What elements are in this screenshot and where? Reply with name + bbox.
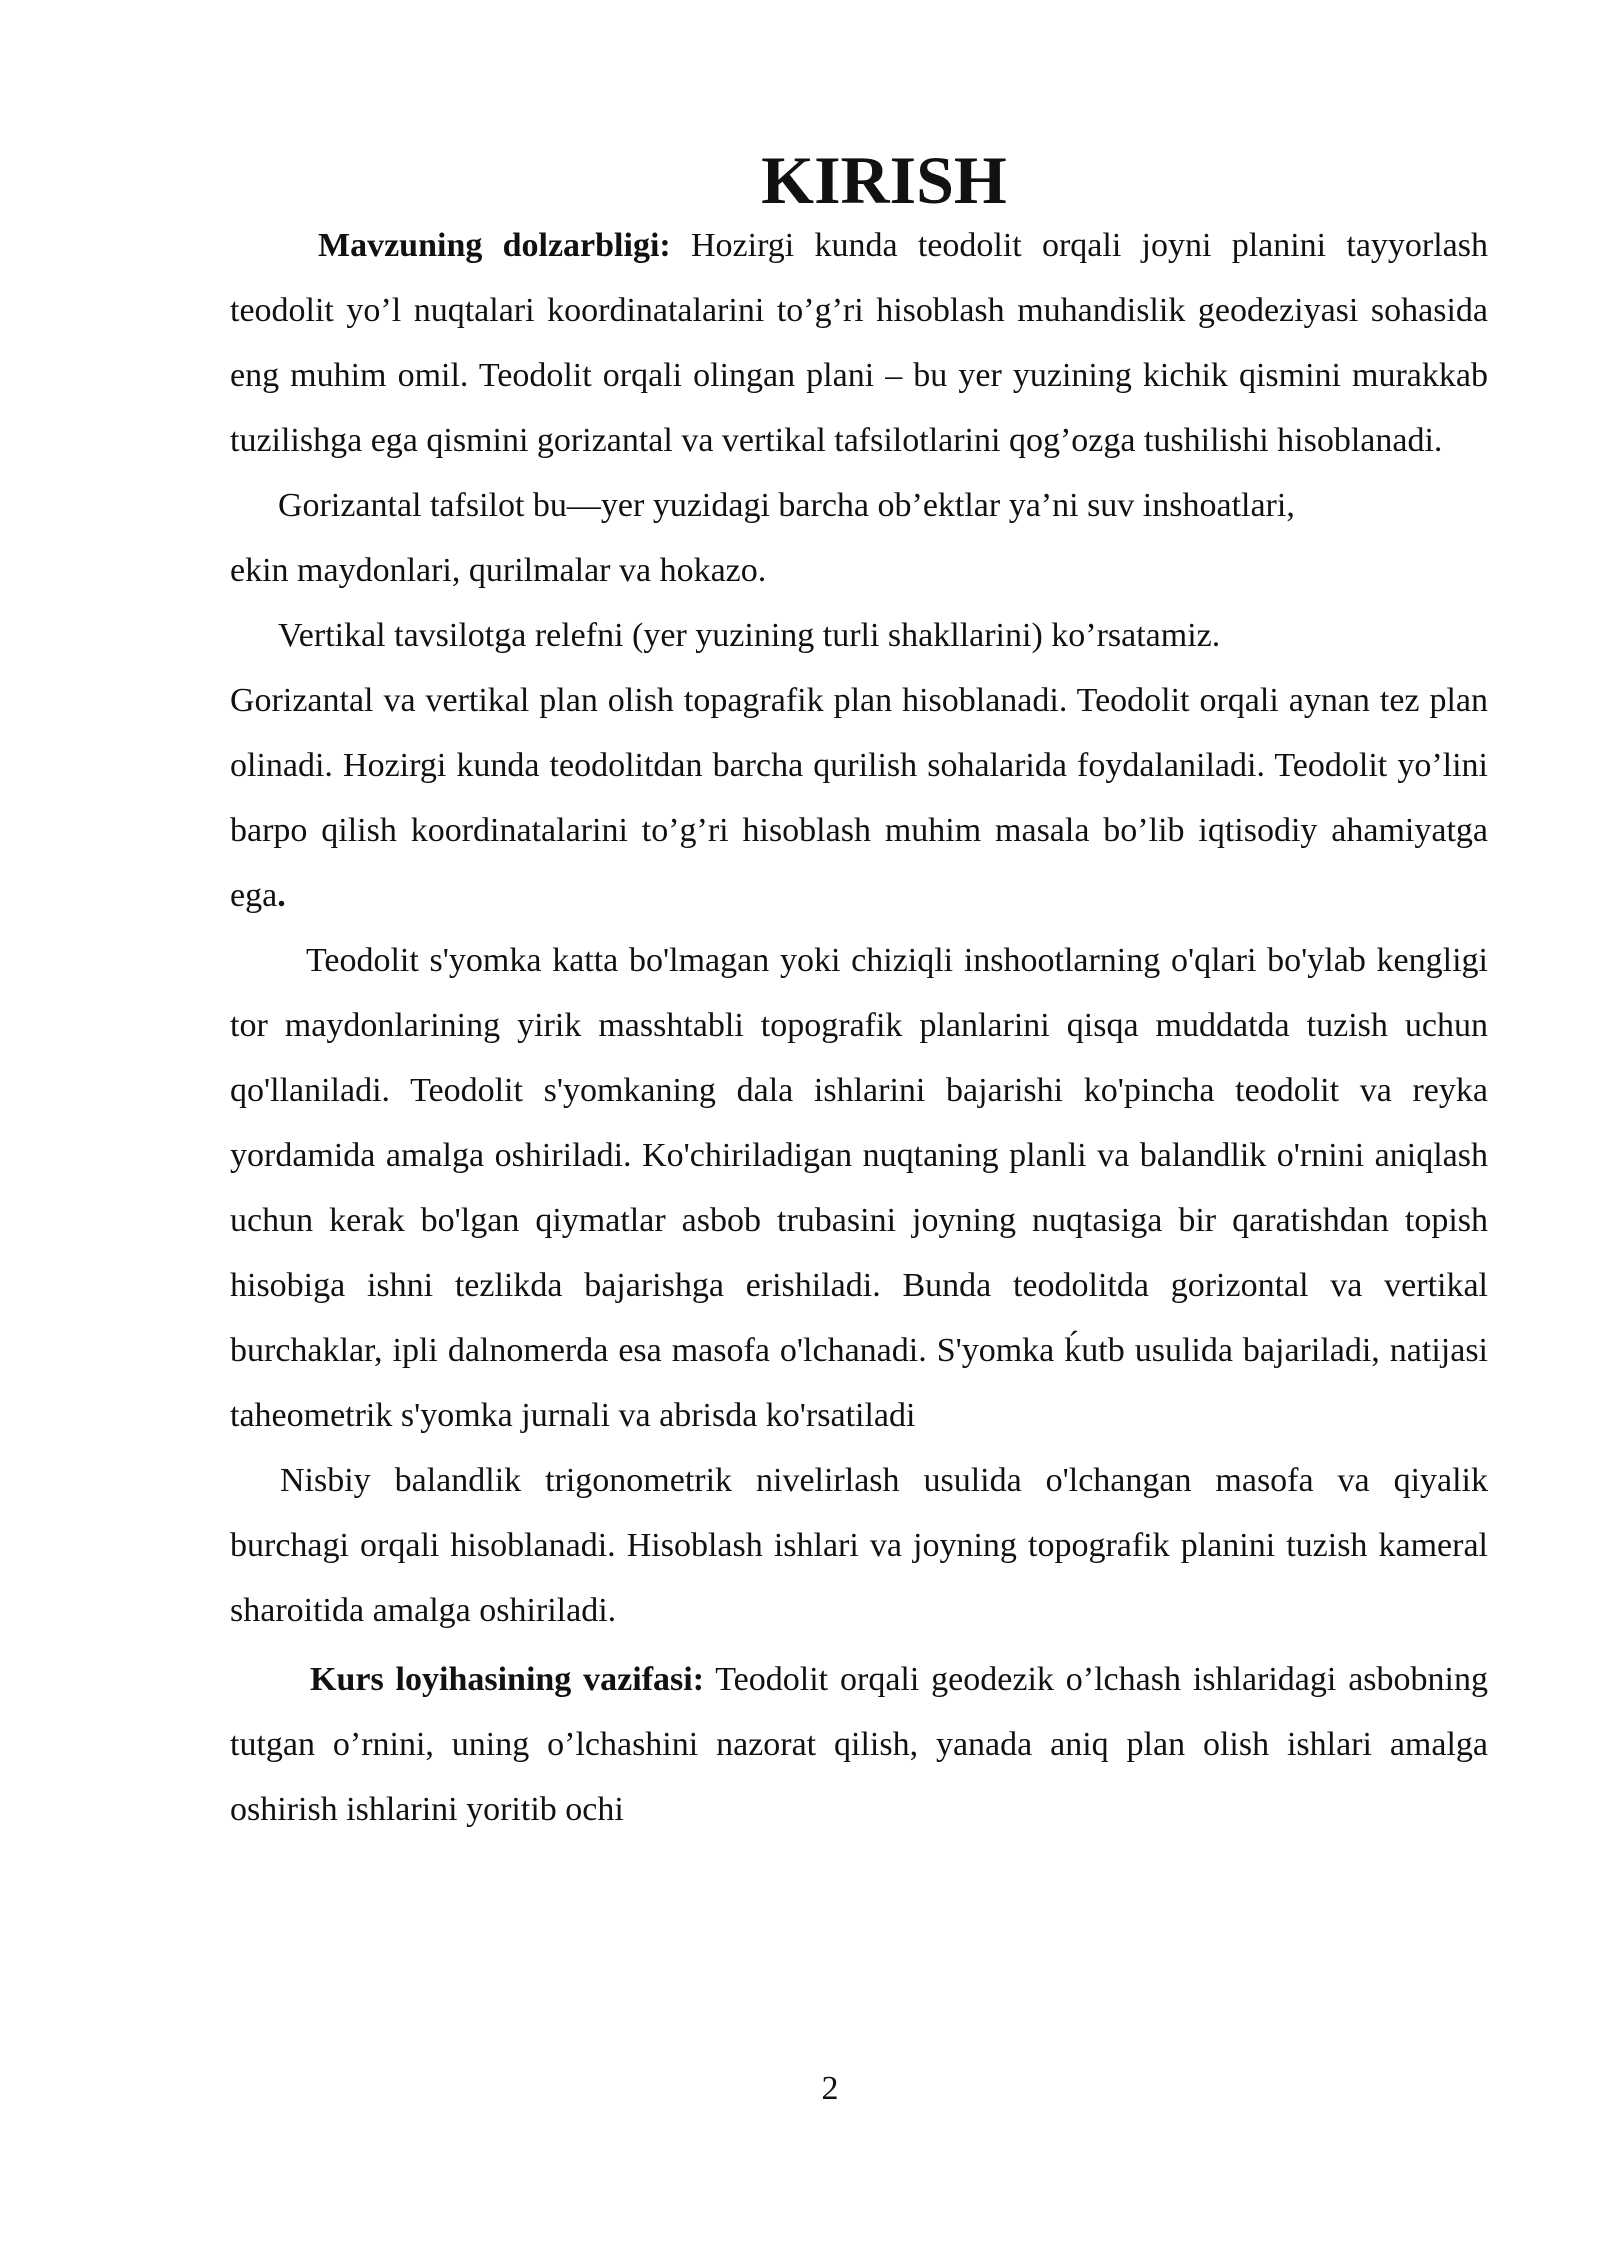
document-body	[230, 142, 1489, 1842]
paragraph-vertical-detail: Vertikal tavsilotga relefni (yer yuzining turli shakllarini) ko’rsatamiz.	[278, 617, 1221, 654]
paragraph-relative-height: Nisbiy balandlik trigonometrik nivelirlash usulida o'lchangan masofa va qiyalik burchagi orqali hisoblanadi. Hisoblash ishlari va joyning topografik planini tuzish kameral sharoitida amalga oshiriladi.	[230, 1462, 1488, 1629]
paragraph-horizontal-detail-cont: ekin maydonlari, qurilmalar va hokazo.	[230, 552, 767, 589]
page-number: 2	[821, 2070, 839, 2107]
topographic-plan-end: .	[277, 877, 286, 914]
paragraph-topographic-plan	[230, 668, 1488, 928]
page-title: KIRISH	[761, 142, 1007, 218]
relevance-label: Mavzuning dolzarbligi:	[318, 227, 671, 264]
course-task-label: Kurs loyihasining vazifasi:	[310, 1661, 705, 1698]
paragraph-relevance	[230, 213, 1488, 473]
topographic-plan-text: Gorizantal va vertikal plan olish topagrafik plan hisoblanadi. Teodolit orqali aynan tez plan olinadi. Hozirgi kunda teodolitdan barcha qurilish sohalarida foydalaniladi. Teodolit yo’lini barpo qilish koordinatalarini to’g’ri hisoblash muhim masala bo’lib iqtisodiy ahamiyatga ega	[230, 682, 1488, 914]
paragraph-horizontal-detail: Gorizantal tafsilot bu—yer yuzidagi barcha ob’ektlar ya’ni suv inshoatlari,	[278, 487, 1295, 524]
paragraph-course-task	[230, 1647, 1488, 1842]
course-task-text: Teodolit orqali geodezik o’lchash ishlaridagi asbobning tutgan o’rnini, uning o’lchashini nazorat qilish, yanada aniq plan olish ishlari amalga oshirish ishlarini yoritib ochi	[230, 1661, 1488, 1828]
relevance-text: Hozirgi kunda teodolit orqali joyni planini tayyorlash teodolit yo’l nuqtalari koordinatalarini to’g’ri hisoblash muhandislik geodeziyasi sohasida eng muhim omil. Teodolit orqali olingan plani – bu yer yuzining kichik qismini murakkab tuzilishga ega qismini gorizantal va vertikal tafsilotlarini qog’ozga tushilishi hisoblanadi.	[230, 227, 1489, 459]
paragraph-theodolite-survey: Teodolit s'yomka katta bo'lmagan yoki chiziqli inshootlarning o'qlari bo'ylab kengligi tor maydonlarining yirik masshtabli topografik planlarini qisqa muddatda tuzish uchun qo'llaniladi. Teodolit s'yomkaning dala ishlarini bajarishi ko'pincha teodolit va reyka yordamida amalga oshiriladi. Ko'chiriladigan nuqtaning planli va balandlik o'rnini aniqlash uchun kerak bo'lgan qiymatlar asbob trubasini joyning nuqtasiga bir qaratishdan topish hisobiga ishni tezlikda bajarishga erishiladi. Bunda teodolitda gorizontal va vertikal burchaklar, ipli dalnomerda esa masofa o'lchanadi. S'yomka ḱutb usulida bajariladi, natijasi taheometrik s'yomka jurnali va abrisda ko'rsatiladi	[230, 942, 1488, 1434]
